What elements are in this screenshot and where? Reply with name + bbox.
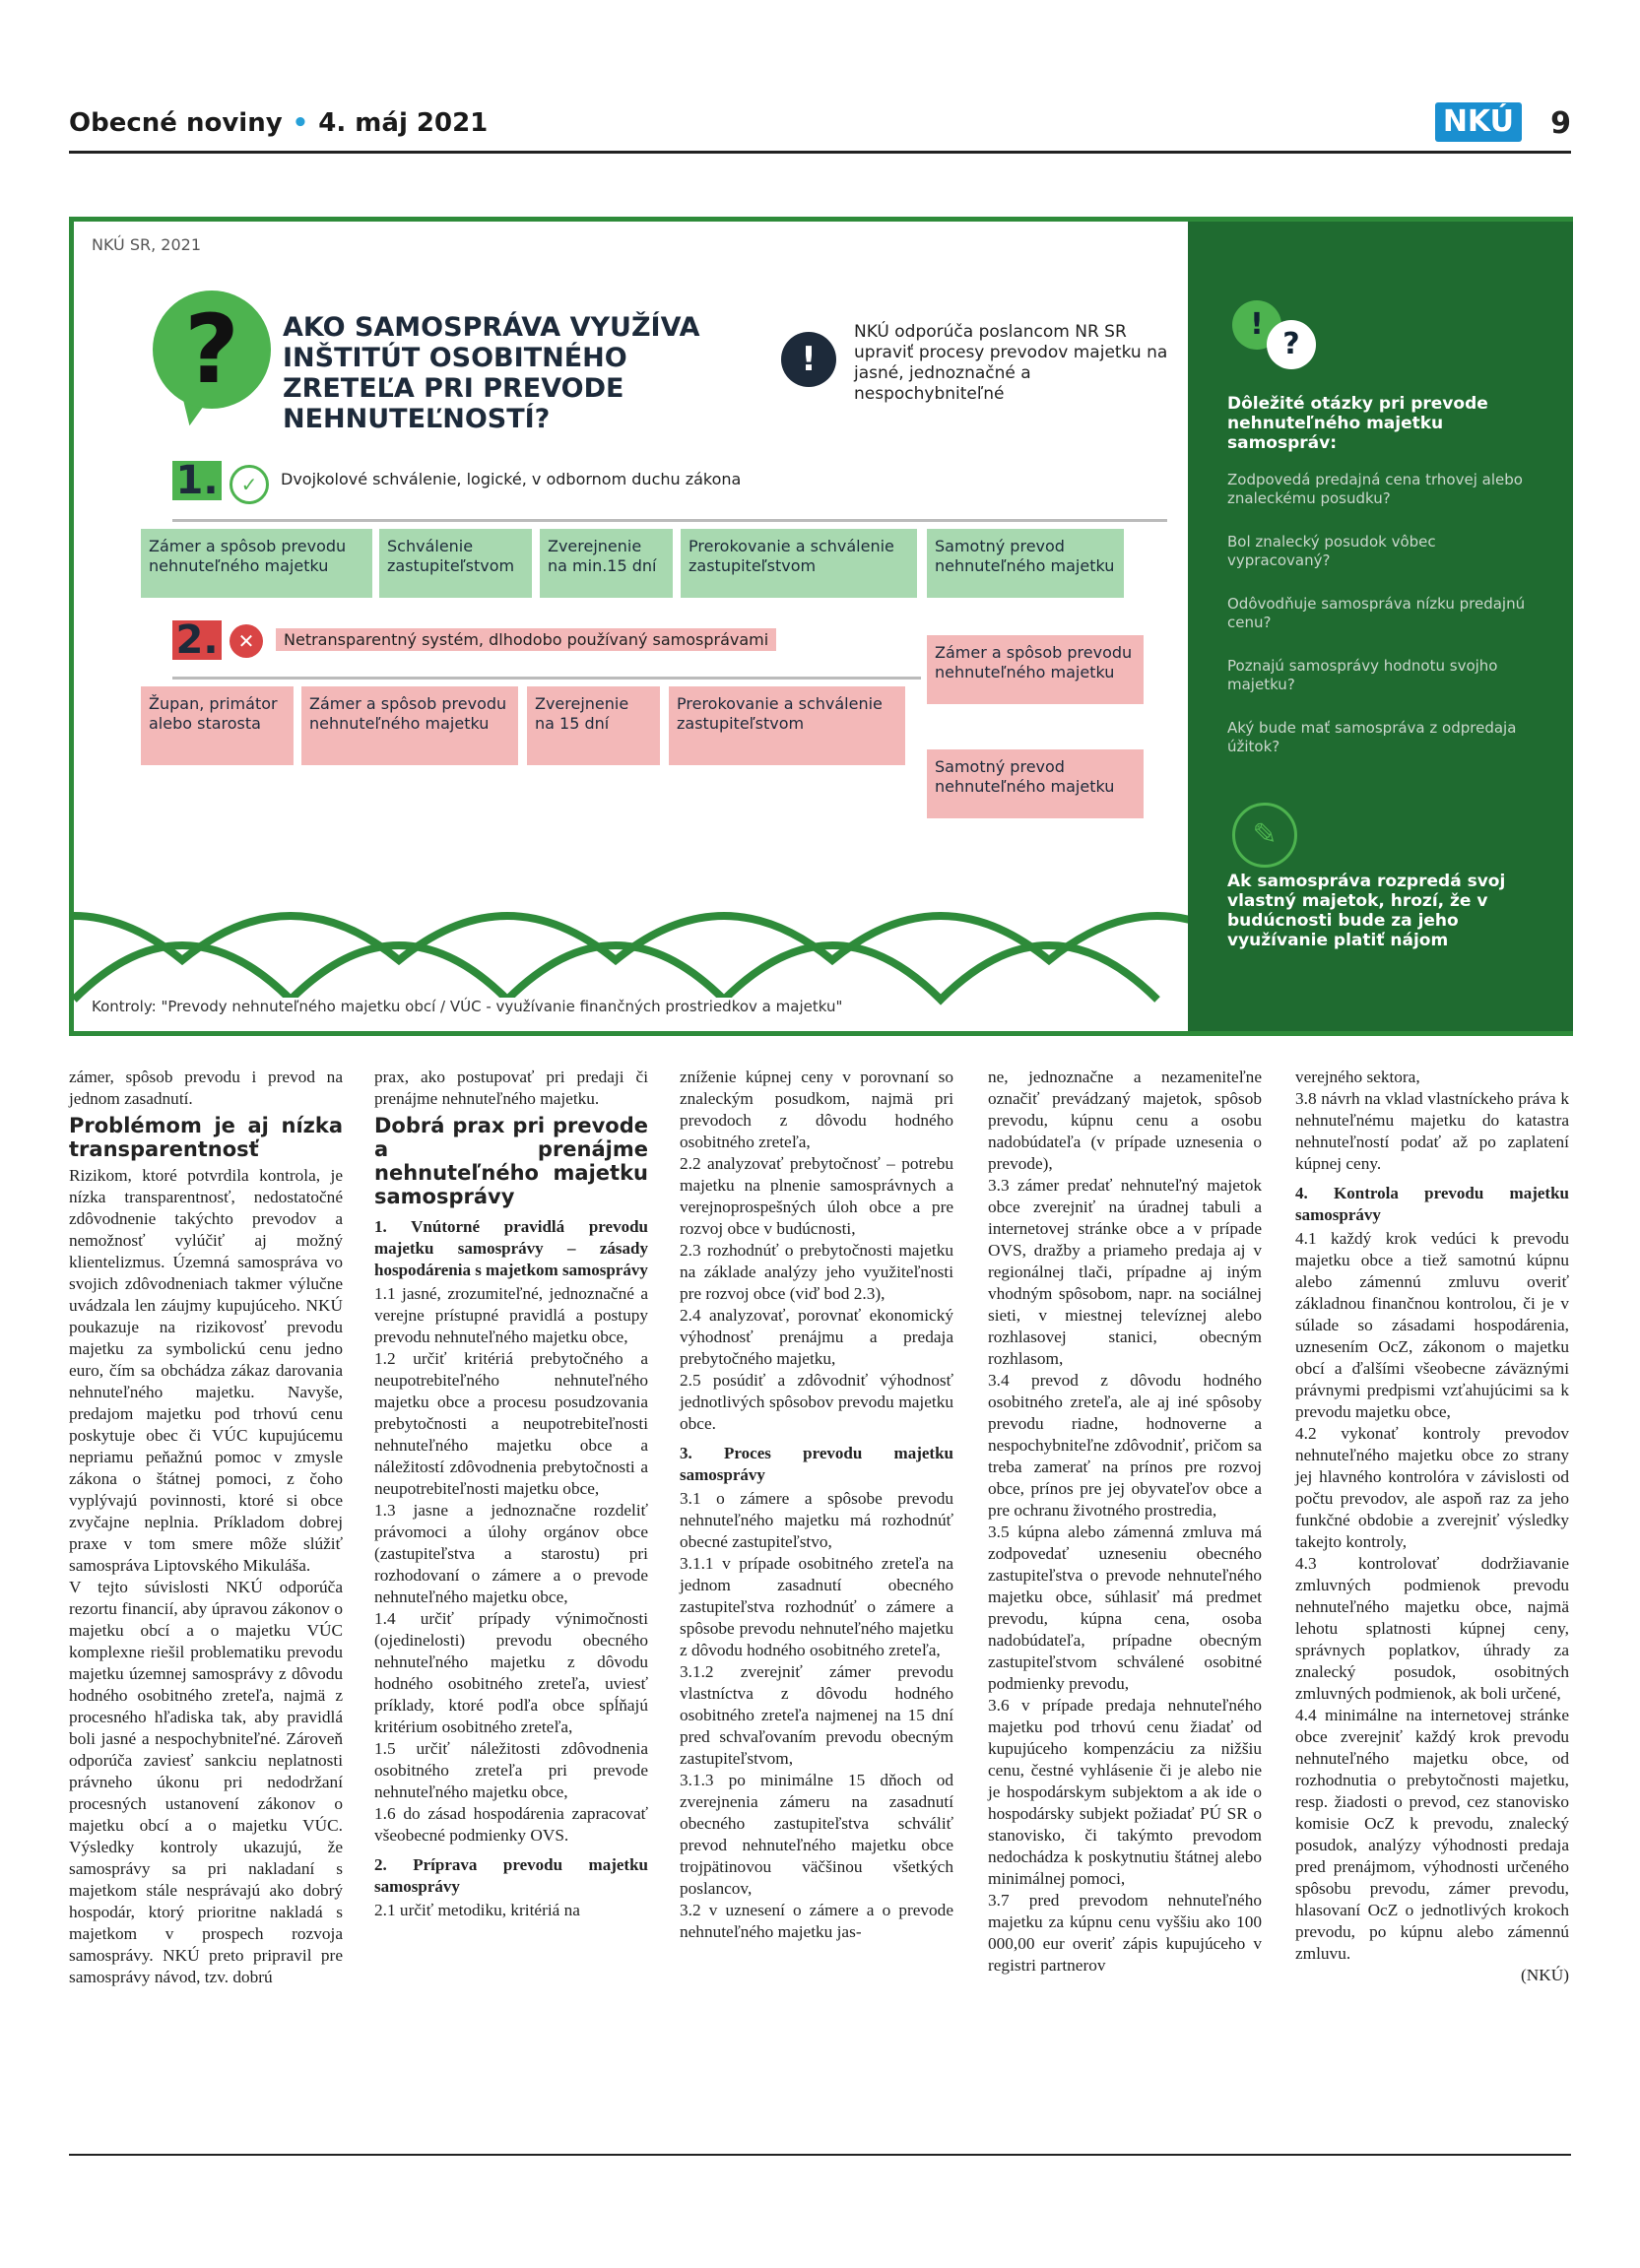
- paragraph: 3.1.1 v prípade osobitného zreteľa na jednom zasadnutí obecného zastupiteľstva rozhodnúť o zámere a spôsobe prevodu nehnuteľného majetku z dôvodu hodného osobitného zreteľa,: [680, 1554, 953, 1659]
- step2-number: 2.: [172, 620, 222, 660]
- header-rule: [69, 151, 1571, 154]
- step2-box-2: Zámer a spôsob prevodu nehnuteľného majetku: [301, 686, 518, 765]
- paragraph: 3.1.2 zverejniť zámer prevodu vlastníctva z dôvodu hodného osobitného zreteľa najmenej na 15 dní pred schvaľovaním prevodu obecným zastupiteľstvom,: [680, 1662, 953, 1768]
- side-question-5: Aký bude mať samospráva z odpredaja úžitok?: [1227, 719, 1517, 755]
- masthead: [69, 108, 488, 138]
- paragraph: 4.4 minimálne na internetovej stránke obce zverejniť každý krok prevodu nehnuteľného majetku obce, od rozhodnutia o prebytočnosti majetku, resp. žiadosti o prevod, cez stanovisko komisie OcZ k prevodu, znalecký posudok, analýzy výhodnosti predaja pred prenájmom, výhodnosti určeného spôsobu prevodu, zámer prevodu, hlasovaní OcZ o jednotlivých krokoch prevodu, po kúpnu alebo zámennú zmluvu.: [1295, 1706, 1569, 1963]
- step1-box-5: Samotný prevod nehnuteľného majetku: [927, 529, 1124, 598]
- author-signature: (NKÚ): [1521, 1966, 1569, 1984]
- infographic-title: AKO SAMOSPRÁVA VYUŽÍVA INŠTITÚT OSOBITNÉHO ZRETEĽA PRI PREVODE NEHNUTEĽNOSTÍ?: [283, 312, 700, 434]
- step1-box-4: Prerokovanie a schválenie zastupiteľstvom: [681, 529, 917, 598]
- document-icon: ✎: [1232, 803, 1297, 868]
- article-column-5: [1295, 1067, 1569, 1986]
- paragraph: 3.7 pred prevodom nehnuteľného majetku za kúpnu cenu vyššiu ako 100 000,00 eur overiť zápis kupujúceho v registri partnerov: [988, 1891, 1262, 1975]
- paragraph: 3.1 o zámere a spôsobe prevodu nehnuteľného majetku má rozhodnúť obecné zastupiteľstvo,: [680, 1489, 953, 1551]
- paragraph: 1.2 určiť kritériá prebytočného a neupotrebiteľného nehnuteľného majetku obce a procesu posudzovania prebytočnosti a neupotrebiteľnosti nehnuteľného majetku obce a náležitostí zdôvodnenia prebytočnosti a neupotrebiteľnosti majetku obce,: [374, 1349, 648, 1498]
- paper-name: Obecné noviny: [69, 108, 283, 138]
- article-column-1: [69, 1067, 343, 1988]
- section-heading: 2. Príprava prevodu majetku samosprávy: [374, 1855, 648, 1896]
- paragraph: 1.4 určiť prípady výnimočnosti (ojedinelosti) prevodu obecného nehnuteľného majetku z dôvodu hodného osobitného zreteľa, uviesť príklady, ktoré podľa obce spĺňajú kritérium osobitného zreteľa,: [374, 1609, 648, 1736]
- exclamation-bubble-icon: !: [1232, 300, 1281, 350]
- step2-label: Netransparentný systém, dlhodobo používaný samosprávami: [276, 628, 776, 651]
- paragraph: 3.1.3 po minimálne 15 dňoch od zverejnenia zámeru na zasadnutí obecného zastupiteľstva schváliť prevod nehnuteľného majetku obce trojpätinovou väčšinou všetkých poslancov,: [680, 1771, 953, 1898]
- infographic: [69, 217, 1573, 1036]
- cross-icon: ✕: [230, 624, 263, 658]
- step2-box-1: Župan, primátor alebo starosta: [141, 686, 294, 765]
- paragraph: 4.1 každý krok vedúci k prevodu majetku obce a tiež samotnú kúpnu alebo zámennú zmluvu overiť základnou finančnou kontrolou, či je v súlade so zásadami hospodárenia, uznesením OcZ, zákonom o majetku obcí a ďalšími všeobecne záväznými právnymi predpismi vzťahujúcimi sa k prevodu majetku obce,: [1295, 1229, 1569, 1421]
- paragraph: 1.1 jasné, zrozumiteľné, jednoznačné a verejne prístupné pravidlá a postupy prevodu nehnuteľného majetku obce,: [374, 1284, 648, 1346]
- section-heading: 1. Vnútorné pravidlá prevodu majetku samosprávy – zásady hospodárenia s majetkom samosprávy: [374, 1217, 648, 1279]
- paragraph: 3.4 prevod z dôvodu hodného osobitného zreteľa, ale aj iné spôsoby prevodu riadne, hodnoverne a nespochybniteľne zdôvodniť, pričom sa treba zamerať na prínos pre rozvoj obce, prínos pre jej obyvateľov obce a pre ochranu životného prostredia,: [988, 1371, 1262, 1520]
- step2-box-3: Zverejnenie na 15 dní: [527, 686, 660, 765]
- article-column-3: [680, 1067, 953, 1943]
- side-question-4: Poznajú samosprávy hodnotu svojho majetku?: [1227, 657, 1498, 693]
- question-bubble-icon: ?: [1267, 320, 1316, 369]
- paragraph: prax, ako postupovať pri predaji či prenájme nehnuteľného majetku.: [374, 1068, 648, 1108]
- step1-box-3: Zverejnenie na min.15 dní: [540, 529, 673, 598]
- article-column-4: [988, 1067, 1262, 1976]
- paragraph: 2.3 rozhodnúť o prebytočnosti majetku na základe analýzy jeho využiteľnosti pre rozvoj obce (viď bod 2.3),: [680, 1241, 953, 1303]
- step1-number: 1.: [172, 461, 222, 500]
- step2-connector: [172, 677, 921, 680]
- paragraph: Rizikom, ktoré potvrdila kontrola, je nízka transparentnosť, nedostatočné zdôvodnenie takýchto prevodov a nemožnosť vylúčiť aj možný klientelizmus. Územná samospráva vo svojich zdôvodneniach takmer výlučne uvádzala len záujmy kupujúceho. NKÚ poukazuje na rizikovosť prevodu majetku za symbolickú cenu jedno euro, čím sa obchádza zákaz darovania nehnuteľného majetku. Navyše, predajom majetku pod trhovú cenu poskytuje obec či VÚC kupujúcemu nepriamu peňažnú pomoc v zmysle zákona o štátnej pomoci, z čoho vyplývajú povinnosti, ktoré si obce zvyčajne neplnia. Príkladom dobrej praxe v tom smere môže slúžiť samospráva Liptovského Mikuláša.: [69, 1166, 343, 1575]
- issue-date: 4. máj 2021: [318, 108, 489, 138]
- page-header: [69, 106, 1571, 148]
- side-question-3: Odôvodňuje samospráva nízku predajnú cenu?: [1227, 595, 1526, 631]
- footer-rule: [69, 2154, 1571, 2156]
- recommendation-text: NKÚ odporúča poslancom NR SR upraviť procesy prevodov majetku na jasné, jednoznačné a nespochybniteľné: [854, 322, 1168, 404]
- paragraph: 3.3 zámer predať nehnuteľný majetok obce zverejniť na úradnej tabuli a internetovej stránke obce a v prípade OVS, dražby a priameho predaja aj v regionálnej tlači, prípadne aj iným vhodným spôsobom, napr. na sociálnej sieti, v miestnej televíznej alebo rozhlasovej stanici, obecným rozhlasom,: [988, 1176, 1262, 1368]
- paragraph: 3.5 kúpna alebo zámenná zmluva má zodpovedať uzneseniu obecného zastupiteľstva o prevode nehnuteľného majetku obce, súhlasiť má predmet prevodu, kúpna cena, osoba nadobúdateľa, prípadne obecným zastupiteľstvom schválené osobitné podmienky prevodu,: [988, 1523, 1262, 1693]
- paragraph: 3.6 v prípade predaja nehnuteľného majetku pod trhovú cenu žiadať od kupujúceho kompenzáciu za nižšiu cenu, čestné vyhlásenie či je alebo nie je hospodárskym subjektom a ak ide o hospodársky subjekt požiadať PÚ SR o stanovisko, či takýmto prevodom nedochádza k poskytnutiu štátnej alebo minimálnej pomoci,: [988, 1696, 1262, 1888]
- paragraph: ne, jednoznačne a nezameniteľne označiť prevádzaný majetok, spôsob prevodu, kúpnu cenu a osobu nadobúdateľa (v prípade uznesenia o prevode),: [988, 1068, 1262, 1173]
- paragraph: 2.5 posúdiť a zdôvodniť výhodnosť jednotlivých spôsobov prevodu majetku obce.: [680, 1371, 953, 1433]
- paragraph: 2.4 analyzovať, porovnať ekonomický výhodnosť prenájmu a predaja prebytočného majetku,: [680, 1306, 953, 1368]
- paragraph: 4.2 vykonať kontroly prevodov nehnuteľného majetku obce zo strany jej hlavného kontrolóra v závislosti od počtu prevodov, ale aspoň raz za jeho funkčné obdobie a zverejniť výsledky takejto kontroly,: [1295, 1424, 1569, 1551]
- article-column-2: [374, 1067, 648, 1921]
- section-heading: 4. Kontrola prevodu majetku samosprávy: [1295, 1184, 1569, 1224]
- paragraph: V tejto súvislosti NKÚ odporúča rezortu financií, aby úpravou zákonov o majetku obcí a o majetku VÚC komplexne riešil problematiku prevodu majetku územnej samosprávy z dôvodu hodného osobitného zreteľa, najmä z procesného hľadiska tak, aby pravidlá boli jasné a nespochybniteľné. Zároveň odporúča zaviesť sankciu neplatnosti právneho úkonu pri nedodržaní procesných ustanovení zákonov o majetku obcí a o majetku VÚC. Výsledky kontroly ukazujú, že samosprávy sa pri nakladaní s majetkom stále nesprávajú ako dobrý hospodár, ktorý prioritne nakladá s majetkom v prospech rozvoja samosprávy. NKÚ preto pripravil pre samosprávy návod, tzv. dobrú: [69, 1578, 343, 1986]
- check-icon: ✓: [230, 465, 269, 504]
- step1-box-2: Schválenie zastupiteľstvom: [379, 529, 532, 598]
- side-heading: Dôležité otázky pri prevode nehnuteľného majetku samospráv:: [1227, 394, 1488, 453]
- step1-box-1: Zámer a spôsob prevodu nehnuteľného majetku: [141, 529, 372, 598]
- step1-label: Dvojkolové schválenie, logické, v odbornom duchu zákona: [281, 470, 742, 488]
- paragraph: 4.3 kontrolovať dodržiavanie zmluvných podmienok prevodu nehnuteľného majetku obce, najmä lehotu splatnosti kúpnej ceny, správnych poplatkov, úhrady za znalecký posudok, osobitných zmluvných podmienok, ak boli určené,: [1295, 1554, 1569, 1703]
- paragraph: 1.5 určiť náležitosti zdôvodnenia osobitného zreteľa pri prevode nehnuteľného majetku obce,: [374, 1739, 648, 1801]
- subheading: Problémom je aj nízka transparentnosť: [69, 1114, 343, 1161]
- separator-dot: •: [292, 108, 309, 138]
- paragraph: zámer, spôsob prevodu i prevod na jednom zasadnutí.: [69, 1068, 343, 1108]
- exclamation-icon: !: [781, 332, 836, 387]
- paragraph: verejného sektora,: [1295, 1068, 1420, 1086]
- side-panel: [1188, 222, 1573, 1031]
- paragraph: 1.6 do zásad hospodárenia zapracovať všeobecné podmienky OVS.: [374, 1804, 648, 1845]
- side-question-2: Bol znalecký posudok vôbec vypracovaný?: [1227, 533, 1436, 569]
- step1-connector: [172, 519, 1167, 522]
- step2-right-bottom: Samotný prevod nehnuteľného majetku: [927, 749, 1144, 818]
- subheading: Dobrá prax pri prevode a prenájme nehnuteľného majetku samosprávy: [374, 1114, 648, 1208]
- paragraph: 3.8 návrh na vklad vlastníckeho práva k nehnuteľnému majetku do katastra nehnuteľností podať až po zaplatení kúpnej ceny.: [1295, 1089, 1569, 1173]
- page-number: 9: [1550, 106, 1571, 141]
- paragraph: zníženie kúpnej ceny v porovnaní so znaleckým posudkom, najmä pri prevodoch z dôvodu hodného osobitného zreteľa,: [680, 1068, 953, 1151]
- side-question-1: Zodpovedá predajná cena trhovej alebo znaleckému posudku?: [1227, 471, 1523, 507]
- nku-logo: NKÚ: [1435, 102, 1522, 142]
- step2-box-4: Prerokovanie a schválenie zastupiteľstvom: [669, 686, 905, 765]
- paragraph: 2.1 určiť metodiku, kritériá na: [374, 1901, 580, 1919]
- paragraph: 2.2 analyzovať prebytočnosť – potrebu majetku na plnenie samosprávnych a verejnoprospešných úloh obce a pre rozvoj obce v budúcnosti,: [680, 1154, 953, 1238]
- question-mark-icon: ?: [153, 291, 271, 409]
- paragraph: 1.3 jasne a jednoznačne rozdeliť právomoci a úlohy orgánov obce (zastupiteľstva a starostu) pri rozhodovaní o zámere a o prevode nehnuteľného majetku obce,: [374, 1501, 648, 1606]
- infographic-source: NKÚ SR, 2021: [92, 235, 201, 254]
- paragraph: 3.2 v uznesení o zámere a o prevode nehnuteľného majetku jas-: [680, 1901, 953, 1941]
- section-heading: 3. Proces prevodu majetku samosprávy: [680, 1444, 953, 1484]
- step2-right-top: Zámer a spôsob prevodu nehnuteľného majetku: [927, 635, 1144, 704]
- controls-caption: Kontroly: "Prevody nehnuteľného majetku obcí / VÚC - využívanie finančných prostriedkov a majetku": [89, 998, 845, 1015]
- side-footer: Ak samospráva rozpredá svoj vlastný majetok, hrozí, že v budúcnosti bude za jeho využívanie platiť nájom: [1227, 872, 1506, 950]
